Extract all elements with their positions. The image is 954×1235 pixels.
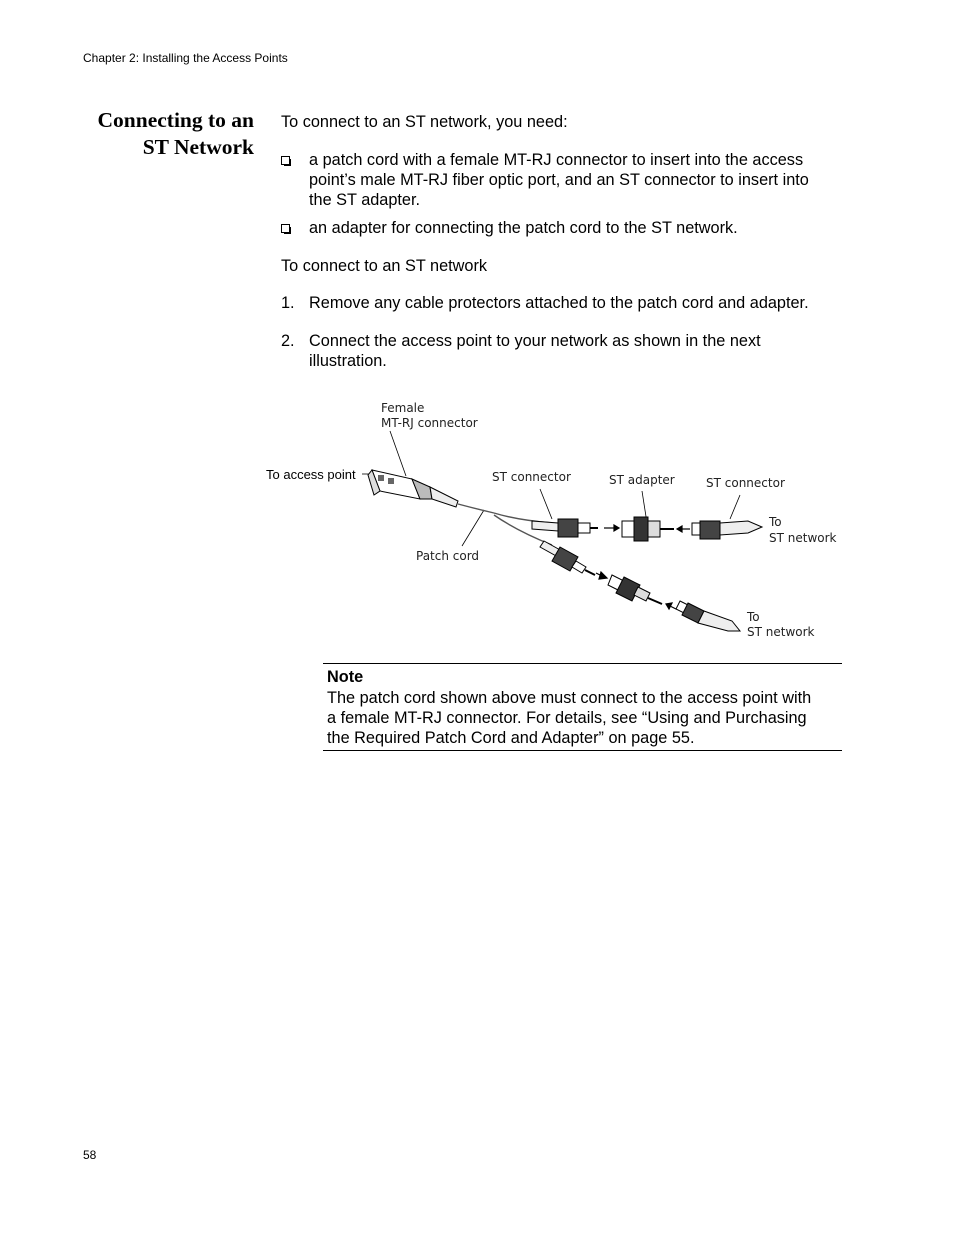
step-number: 1. bbox=[281, 294, 295, 312]
requirement-line: point’s male MT-RJ fiber optic port, and an ST connector to insert into bbox=[309, 171, 809, 189]
intro-text: To connect to an ST network, you need: bbox=[281, 113, 568, 131]
label-to-lower: To bbox=[747, 610, 760, 624]
label-female: Female bbox=[381, 401, 425, 415]
label-st-adapter: ST adapter bbox=[609, 473, 675, 487]
note-line: The patch cord shown above must connect to the access point with bbox=[327, 689, 812, 707]
label-st-connector-right: ST connector bbox=[706, 476, 785, 490]
st-connector-lower-right-graphic bbox=[676, 601, 740, 631]
step-line: illustration. bbox=[309, 352, 387, 370]
label-st-network-lower: ST network bbox=[747, 625, 815, 639]
leader-line bbox=[390, 431, 406, 476]
checkbox-bullet-icon bbox=[281, 156, 290, 165]
connection-illustration bbox=[262, 395, 852, 645]
st-adapter-upper-graphic bbox=[622, 517, 674, 541]
requirement-line: an adapter for connecting the patch cord to the ST network. bbox=[309, 219, 738, 237]
label-st-network-upper: ST network bbox=[769, 531, 837, 545]
arrow-lower-2 bbox=[666, 603, 676, 609]
label-st-connector-left: ST connector bbox=[492, 470, 571, 484]
section-title bbox=[60, 107, 254, 161]
st-connector-upper-left-graphic bbox=[532, 519, 598, 537]
note-line: the Required Patch Cord and Adapter” on page 55. bbox=[327, 729, 695, 747]
checkbox-bullet-icon bbox=[281, 224, 290, 233]
note-line: a female MT-RJ connector. For details, see “Using and Purchasing bbox=[327, 709, 807, 727]
leader-line bbox=[462, 510, 484, 546]
arrow-lower bbox=[596, 572, 607, 579]
leader-line bbox=[540, 489, 552, 519]
st-connector-upper-right-graphic bbox=[692, 521, 762, 539]
label-to-access-point: To access point bbox=[266, 467, 356, 482]
arrow-upper bbox=[604, 525, 619, 531]
label-patch-cord: Patch cord bbox=[416, 549, 480, 563]
st-adapter-lower-graphic bbox=[608, 575, 662, 604]
arrow-upper-2 bbox=[677, 526, 690, 532]
label-to-upper: To bbox=[769, 515, 782, 529]
leader-line bbox=[730, 495, 740, 519]
mtrj-connector-graphic bbox=[368, 470, 458, 507]
requirement-line: a patch cord with a female MT-RJ connector to insert into the access bbox=[309, 151, 804, 169]
step-line: Connect the access point to your network as shown in the next bbox=[309, 332, 761, 350]
step-line: Remove any cable protectors attached to the patch cord and adapter. bbox=[309, 294, 809, 312]
procedure-heading: To connect to an ST network bbox=[281, 257, 488, 275]
running-header: Chapter 2: Installing the Access Points bbox=[83, 51, 288, 65]
label-mtrj-connector: MT-RJ connector bbox=[381, 416, 478, 430]
step-number: 2. bbox=[281, 332, 295, 350]
section-title-line-2: ST Network bbox=[142, 135, 254, 159]
note-box bbox=[323, 663, 842, 751]
page-number: 58 bbox=[83, 1148, 97, 1162]
requirement-line: the ST adapter. bbox=[309, 191, 421, 209]
note-title: Note bbox=[327, 668, 364, 686]
section-title-line-1: Connecting to an bbox=[97, 108, 254, 132]
st-connector-lower-graphic bbox=[540, 541, 595, 575]
